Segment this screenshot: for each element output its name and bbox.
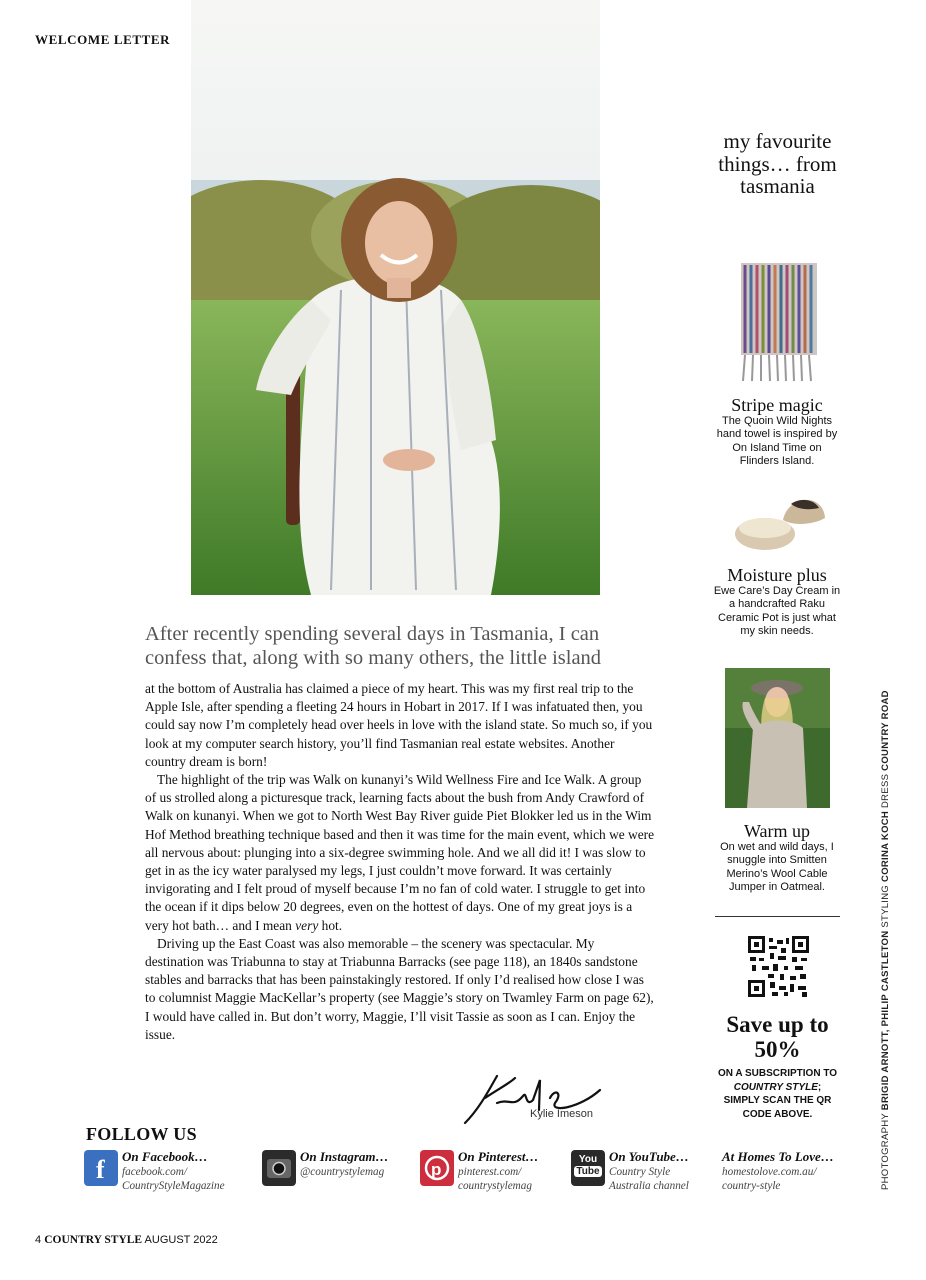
subscribe-headline: Save up to 50% (726, 1012, 829, 1062)
qr-code[interactable] (748, 936, 809, 997)
paragraph-2-text: The highlight of the trip was Walk on kunanyi’s Wild Wellness Fire and Ice Walk. A group of us strolled along a picturesque track, learning facts about the bush from Andy Crawford of Walk on kunanyi. When we got to North West Bay River guide Piet Blokker led us in the Wim Hof Method breathing technique based and then it was time for the main event, which we were all nervous about: plunging into a six-degree swimming hole. And we all did it! I was slow to get in as the icy water paralysed my legs, I just couldn’t move forward. It was certainly invigorating and I felt proud of myself because I’m no fan of cold water. I struggle to get into the ocean if it dips below 20 degrees, even on the hottest of days. One of my great joys is a very hot bath… and I mean (145, 772, 655, 933)
youtube-line-2[interactable]: Australia channel (609, 1180, 689, 1192)
page-number: 4 (35, 1234, 42, 1246)
credit-photography-label: PHOTOGRAPHY (880, 1110, 891, 1190)
instagram-heading: On Instagram… (300, 1149, 389, 1164)
ceramic-pot-image (733, 490, 827, 556)
instagram-handle[interactable]: @countrystylemag (300, 1165, 385, 1178)
magazine-name: COUNTRY STYLE (44, 1234, 143, 1246)
warm-up-heading: Warm up (743, 821, 811, 841)
sidebar-item-moisture-plus (712, 565, 842, 639)
section-label: WELCOME LETTER (35, 32, 171, 47)
paragraph-3: Driving up the East Coast was also memorable – the scenery was spectacular. My destination was Triabunna to stay at Triabunna Barracks (see page 118), an 1840s sandstone stables and barracks that has been painstakingly restored. If only I’d realised how close I was to columnist Maggie MacKellar’s property (see Maggie’s story on Twamley Farm on page 62), I would have called in. But don’t worry, Maggie, I’ll visit Tassie as soon as I can. Enjoy the issue. (145, 935, 654, 1042)
homestolove-heading: At Homes To Love… (722, 1149, 834, 1164)
credit-dress-label: DRESS (880, 770, 891, 811)
photo-credits (880, 690, 891, 1190)
issue-date: AUGUST 2022 (144, 1234, 218, 1246)
credit-photographers: BRIGID ARNOTT, PHILIP CASTLETON (880, 930, 891, 1111)
credit-styling-label: STYLING (880, 881, 891, 931)
youtube-heading: On YouTube… (609, 1149, 689, 1164)
credit-dress: COUNTRY ROAD (880, 690, 891, 771)
warm-up-desc: On wet and wild days, I snuggle into Smitten Merino’s Wool Cable Jumper in Oatmeal. (720, 841, 834, 894)
subscribe-body (715, 1067, 840, 1121)
subscribe-body-text: ON A SUBSCRIPTION TO (717, 1068, 838, 1079)
svg-text:p: p (431, 1160, 442, 1179)
sidebar-item-stripe-magic (712, 395, 842, 469)
youtube-icon-text-1: You (578, 1154, 598, 1165)
sidebar-item-warm-up (712, 821, 842, 895)
facebook-url-2[interactable]: CountryStyleMagazine (122, 1180, 225, 1192)
svg-text:f: f (96, 1155, 105, 1184)
moisture-plus-desc: Ewe Care’s Day Cream in a handcrafted Raku Ceramic Pot is just what my skin needs. (713, 585, 841, 638)
follow-us-title: FOLLOW US (86, 1124, 197, 1144)
lead-paragraph: After recently spending several days in Tasmania, I can confess that, along with so many others, the little island (145, 623, 602, 669)
hero-photo (191, 0, 600, 595)
facebook-url-1[interactable]: facebook.com/ (122, 1165, 187, 1178)
towel-image (737, 263, 819, 383)
pinterest-url-2[interactable]: countrystylemag (458, 1180, 532, 1192)
youtube-icon (571, 1150, 605, 1186)
paragraph-2-end: hot. (318, 917, 343, 933)
moisture-plus-heading: Moisture plus (727, 565, 827, 585)
pinterest-icon (420, 1150, 454, 1186)
instagram-icon (262, 1150, 296, 1186)
subscribe-magazine-name: COUNTRY STYLE (733, 1081, 818, 1093)
pinterest-heading: On Pinterest… (458, 1149, 539, 1164)
jumper-photo (725, 668, 830, 808)
youtube-icon-text-2: Tube (574, 1166, 602, 1177)
sidebar-title: my favourite things… from tasmania (718, 129, 837, 198)
signature-name: Kylie Imeson (530, 1108, 593, 1120)
paragraph-2 (145, 771, 655, 935)
facebook-heading: On Facebook… (122, 1149, 208, 1164)
paragraph-2-emphasis: very (295, 917, 319, 933)
page-footer (35, 1234, 218, 1246)
paragraph-1: at the bottom of Australia has claimed a piece of my heart. This was my first real trip to the Apple Isle, after spending a fleeting 24 hours in Hobart in 2017. If I was infatuated then, you could say now I’m completely head over heels in love with the island state. So much so, if you look at my computer search history, you’ll find Tasmanian real estate websites. Another country dream is born! (145, 681, 653, 769)
homestolove-url-1[interactable]: homestolove.com.au/ (722, 1165, 817, 1178)
credit-stylist: CORINA KOCH (880, 810, 891, 882)
sidebar-divider (715, 916, 840, 917)
facebook-icon (84, 1150, 118, 1186)
stripe-magic-desc: The Quoin Wild Nights hand towel is inspired by On Island Time on Flinders Island. (716, 415, 838, 468)
subscribe-body-end: ; SIMPLY SCAN THE QR CODE ABOVE. (723, 1081, 832, 1120)
homestolove-url-2[interactable]: country-style (722, 1180, 781, 1192)
youtube-line-1[interactable]: Country Style (609, 1165, 671, 1178)
letter-body (145, 680, 655, 1044)
stripe-magic-heading: Stripe magic (731, 395, 823, 415)
pinterest-url-1[interactable]: pinterest.com/ (458, 1165, 522, 1178)
